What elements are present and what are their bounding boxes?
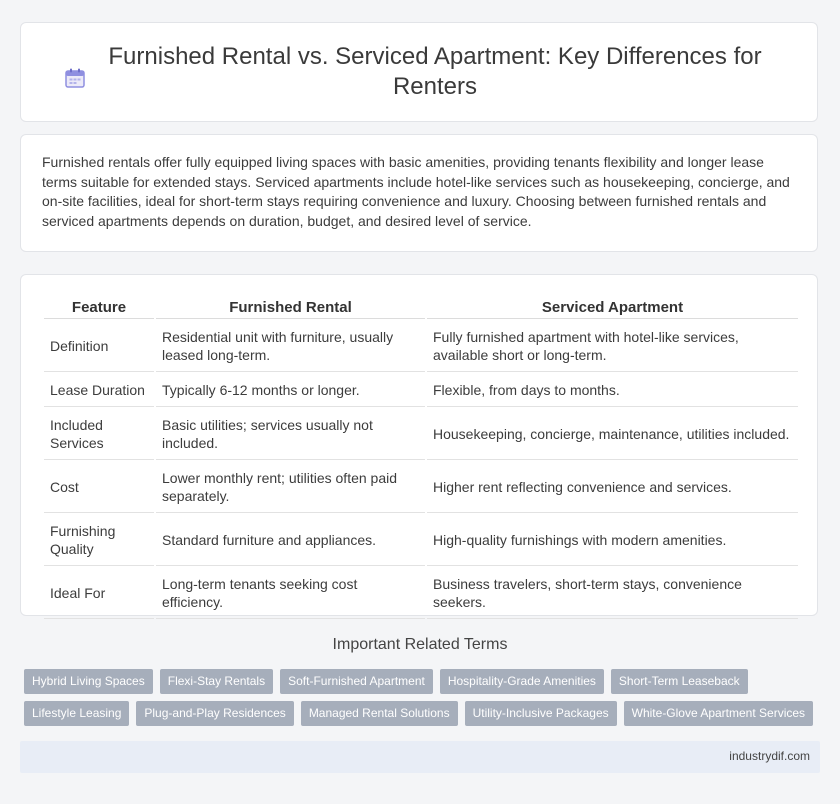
table-row (44, 409, 798, 460)
row-furnished-rental: Residential unit with furniture, usually leased long-term. (156, 321, 425, 372)
related-terms-tags (24, 669, 824, 733)
tag[interactable]: Managed Rental Solutions (301, 701, 458, 726)
row-feature: Lease Duration (44, 374, 154, 407)
intro-paragraph: Furnished rentals offer fully equipped living spaces with basic amenities, providing tenants flexibility and longer lease terms suitable for extended stays. Serviced apartments include hotel-like services such as housekeeping, concierge, and on-site facilities, ideal for short-term stays requiring convenience and luxury. Choosing between furnished rentals and serviced apartments depends on duration, budget, and desired level of service. (42, 154, 790, 229)
calendar-icon (63, 66, 87, 90)
row-serviced-apartment: Housekeeping, concierge, maintenance, utilities included. (427, 409, 798, 460)
related-terms-title: Important Related Terms (332, 636, 508, 653)
row-serviced-apartment: High-quality furnishings with modern amenities. (427, 515, 798, 566)
comparison-table-card (20, 274, 818, 616)
tag[interactable]: Utility-Inclusive Packages (465, 701, 617, 726)
tag[interactable]: Lifestyle Leasing (24, 701, 129, 726)
table-row (44, 462, 798, 513)
tag[interactable]: Soft-Furnished Apartment (280, 669, 433, 694)
tag-row (24, 701, 824, 726)
header-serviced-apartment: Serviced Apartment (427, 295, 798, 319)
row-furnished-rental: Long-term tenants seeking cost efficiency. (156, 568, 425, 619)
header-card (20, 22, 818, 122)
footer-site[interactable]: industrydif.com (729, 749, 810, 763)
row-serviced-apartment: Fully furnished apartment with hotel-like services, available short or long-term. (427, 321, 798, 372)
tag[interactable]: Short-Term Leaseback (611, 669, 748, 694)
row-serviced-apartment: Higher rent reflecting convenience and services. (427, 462, 798, 513)
tag[interactable]: Flexi-Stay Rentals (160, 669, 273, 694)
page-title: Furnished Rental vs. Serviced Apartment: Key Differences for Renters (108, 43, 762, 100)
row-serviced-apartment: Flexible, from days to months. (427, 374, 798, 407)
comparison-table (42, 293, 800, 621)
tag[interactable]: Hospitality-Grade Amenities (440, 669, 604, 694)
title-wrap (59, 42, 779, 102)
table-row (44, 321, 798, 372)
row-feature: Ideal For (44, 568, 154, 619)
row-serviced-apartment: Business travelers, short-term stays, convenience seekers. (427, 568, 798, 619)
table-row (44, 374, 798, 407)
row-furnished-rental: Typically 6-12 months or longer. (156, 374, 425, 407)
row-feature: Furnishing Quality (44, 515, 154, 566)
row-furnished-rental: Standard furniture and appliances. (156, 515, 425, 566)
table-header-row (44, 295, 798, 319)
footer (20, 741, 820, 773)
tag-row (24, 669, 824, 694)
row-feature: Cost (44, 462, 154, 513)
header-furnished-rental: Furnished Rental (156, 295, 425, 319)
row-furnished-rental: Lower monthly rent; utilities often paid separately. (156, 462, 425, 513)
row-furnished-rental: Basic utilities; services usually not included. (156, 409, 425, 460)
tag[interactable]: White-Glove Apartment Services (624, 701, 813, 726)
row-feature: Definition (44, 321, 154, 372)
table-row (44, 568, 798, 619)
row-feature: Included Services (44, 409, 154, 460)
table-row (44, 515, 798, 566)
tag[interactable]: Hybrid Living Spaces (24, 669, 153, 694)
intro-card (20, 134, 818, 252)
tag[interactable]: Plug-and-Play Residences (136, 701, 293, 726)
header-feature: Feature (44, 295, 154, 319)
